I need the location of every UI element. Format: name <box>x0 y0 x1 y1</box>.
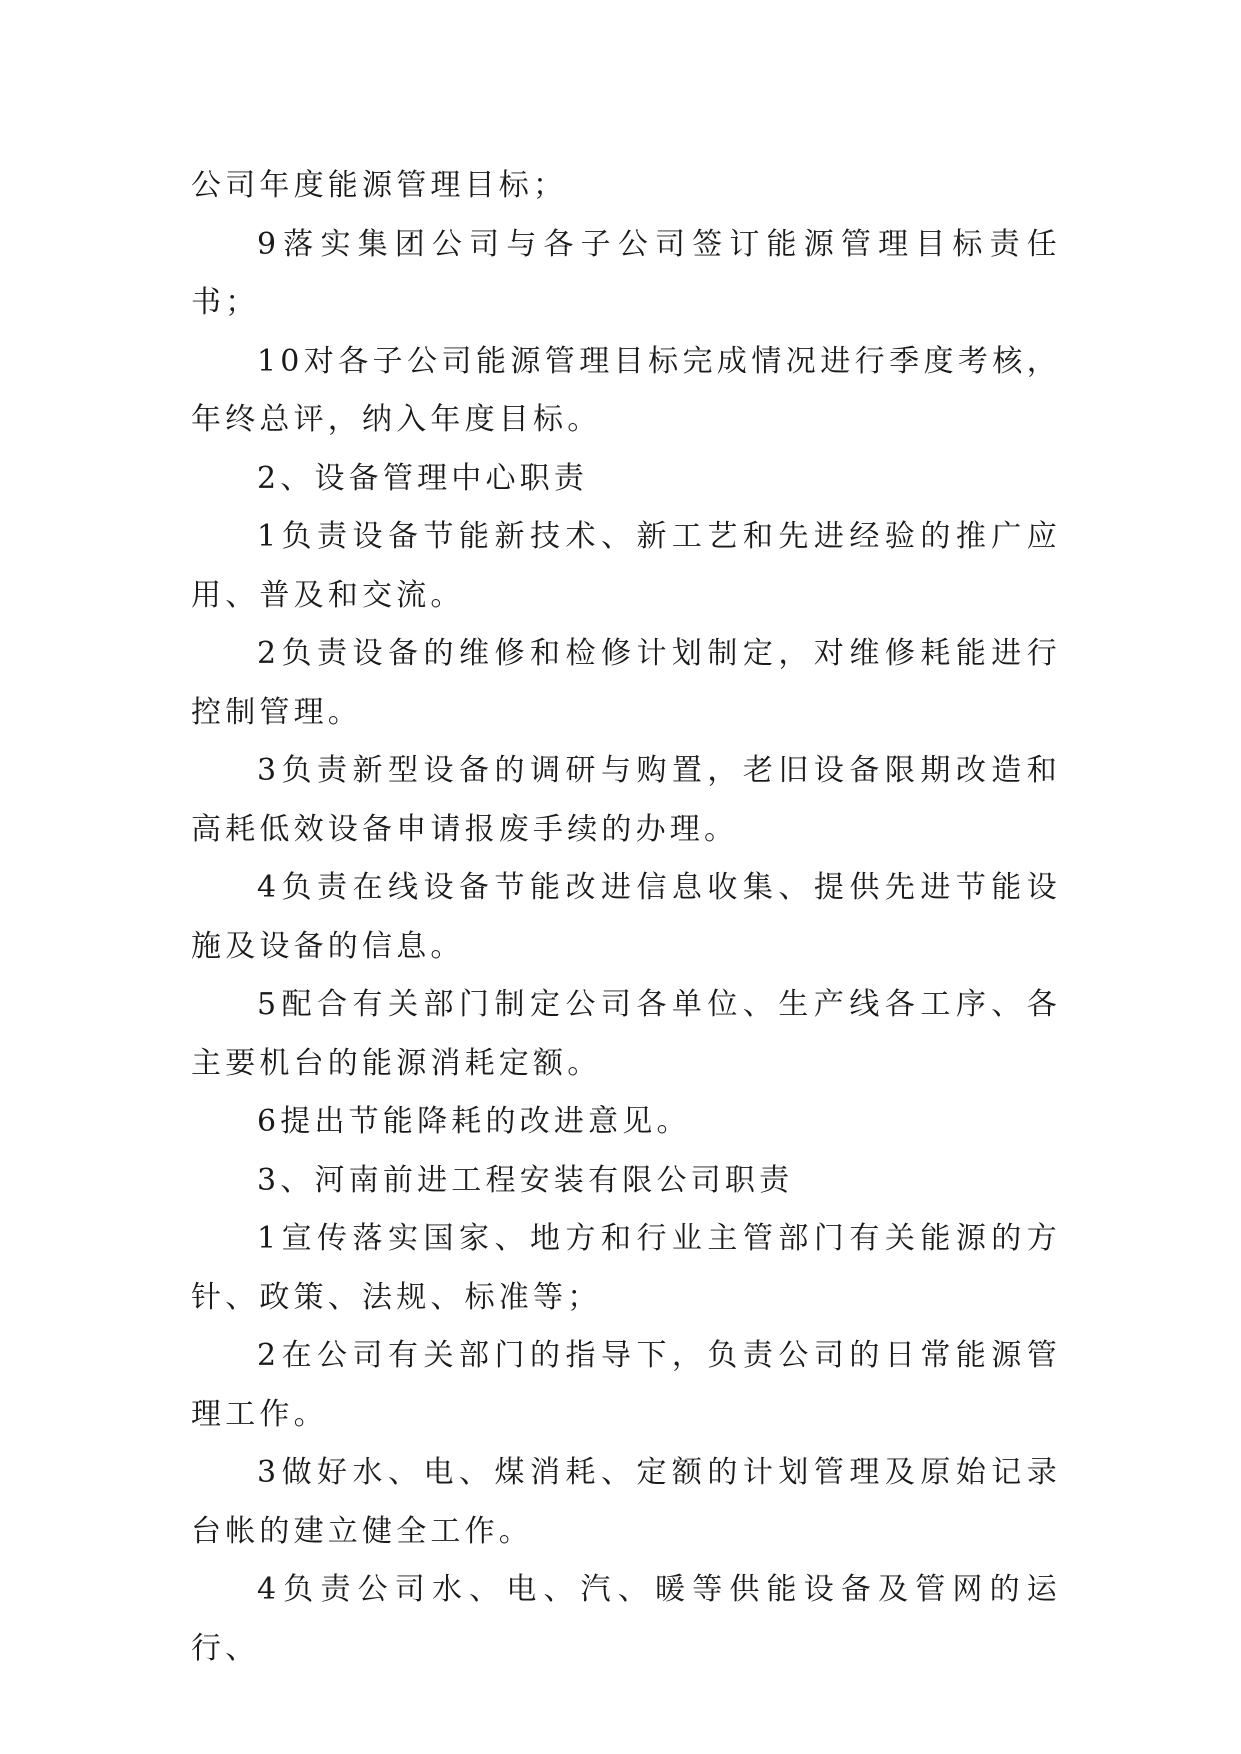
paragraph-company-item-2: 2在公司有关部门的指导下，负责公司的日常能源管理工作。 <box>191 1338 1061 1432</box>
section-heading-equipment-center: 2、设备管理中心职责 <box>257 460 589 496</box>
paragraph-continuation: 公司年度能源管理目标； <box>191 168 568 203</box>
paragraph-item-10: 10对各子公司能源管理目标完成情况进行季度考核，年终总评，纳入年度目标。 <box>191 343 1061 437</box>
paragraph-equipment-item-5: 5配合有关部门制定公司各单位、生产线各工序、各主要机台的能源消耗定额。 <box>191 987 1061 1081</box>
paragraph-company-item-4: 4负责公司水、电、汽、暖等供能设备及管网的运行、 <box>191 1572 1061 1666</box>
document-body <box>191 157 1061 1678</box>
paragraph-equipment-item-1: 1负责设备节能新技术、新工艺和先进经验的推广应用、普及和交流。 <box>191 519 1061 613</box>
paragraph-equipment-item-6: 6提出节能降耗的改进意见。 <box>257 1104 691 1139</box>
paragraph-item-9: 9落实集团公司与各子公司签订能源管理目标责任书； <box>191 226 1061 320</box>
section-heading-installation-company: 3、河南前进工程安装有限公司职责 <box>257 1162 794 1198</box>
paragraph-company-item-3: 3做好水、电、煤消耗、定额的计划管理及原始记录台帐的建立健全工作。 <box>191 1455 1061 1549</box>
paragraph-company-item-1: 1宣传落实国家、地方和行业主管部门有关能源的方针、政策、法规、标准等； <box>191 1221 1061 1315</box>
paragraph-equipment-item-3: 3负责新型设备的调研与购置，老旧设备限期改造和高耗低效设备申请报废手续的办理。 <box>191 753 1061 847</box>
paragraph-equipment-item-4: 4负责在线设备节能改进信息收集、提供先进节能设施及设备的信息。 <box>191 870 1061 964</box>
paragraph-equipment-item-2: 2负责设备的维修和检修计划制定，对维修耗能进行控制管理。 <box>191 636 1061 730</box>
